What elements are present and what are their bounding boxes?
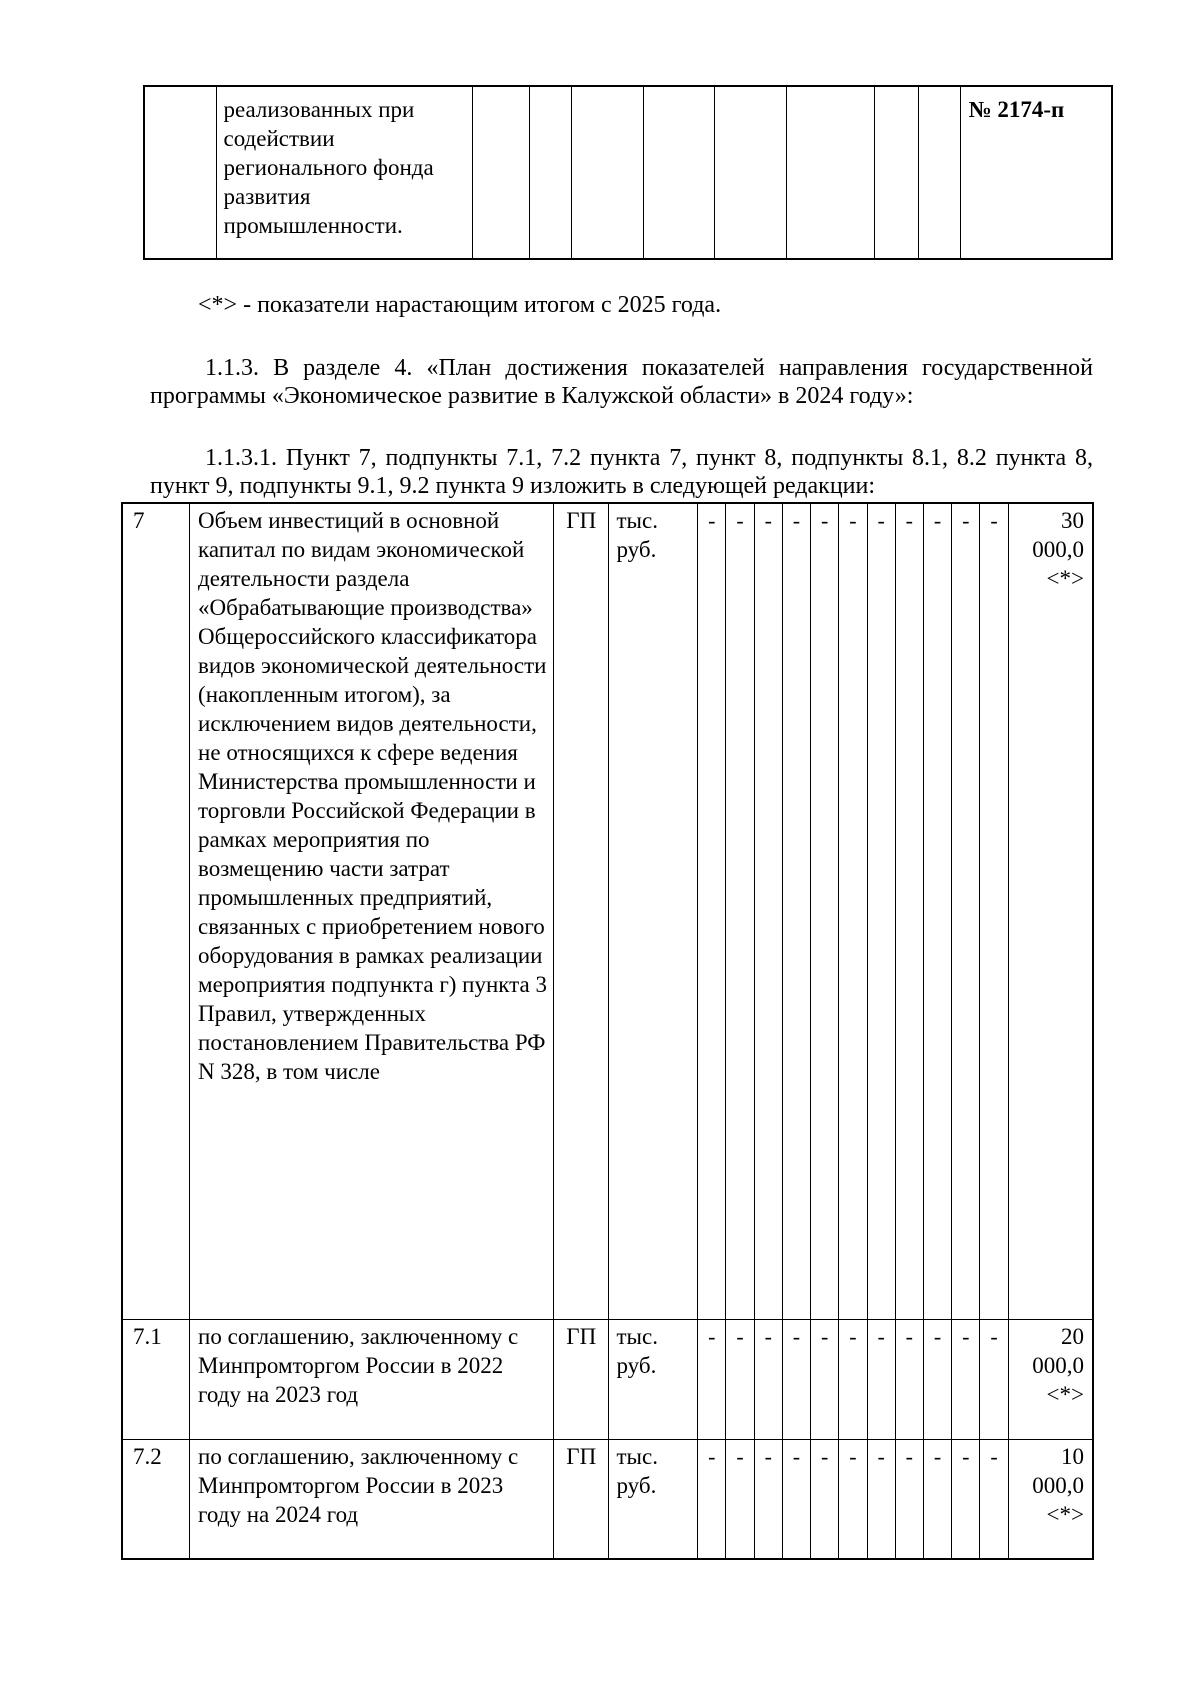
- cell-dash: -: [895, 1319, 923, 1439]
- cell-empty: [571, 86, 643, 259]
- value-part: 000,0: [1032, 537, 1084, 562]
- cell-dash: -: [698, 503, 726, 1319]
- value-part: 10: [1061, 1443, 1084, 1469]
- value-note: <*>: [1046, 566, 1084, 591]
- row-number: 7.2: [122, 1439, 190, 1559]
- continuation-table: [143, 85, 1113, 260]
- cell-empty: [643, 86, 714, 259]
- cell-empty: [786, 86, 874, 259]
- row-name: по соглашению, заключенному с Минпромторгом России в 2022 году на 2023 год: [190, 1319, 554, 1439]
- cell-dash: -: [811, 503, 839, 1319]
- table-row: [122, 1319, 1093, 1439]
- value-note: <*>: [1046, 1381, 1084, 1407]
- cell-empty: [918, 86, 960, 259]
- value-part: 20: [1061, 1323, 1084, 1349]
- cell-dash: -: [980, 1439, 1008, 1559]
- paragraph-amendment: 1.1.3.1. Пункт 7, подпункты 7.1, 7.2 пункта 7, пункт 8, подпункты 8.1, 8.2 пункта 8, пункт 9, подпункты 9.1, 9.2 пункта 9 изложить в следующей редакции:: [150, 445, 1093, 499]
- reference-cell: № 2174-п: [960, 86, 1112, 259]
- value-part: 30: [1061, 508, 1084, 533]
- cell-dash: -: [923, 1439, 951, 1559]
- desc-line: содействии: [223, 126, 335, 151]
- indicators-table: [121, 502, 1094, 1560]
- desc-line: промышленности.: [223, 213, 403, 238]
- row-target-value: [1008, 1319, 1093, 1439]
- row-name: Объем инвестиций в основной капитал по видам экономической деятельности раздела «Обрабатывающие производства» Общероссийского классификатора видов экономической деятельности (накопленным итогом), за исключением видов деятельности, не относящихся к сфере ведения Министерства промышленности и торговли Российской Федерации в рамках мероприятия по возмещению части затрат промышленных предприятий, связанных с приобретением нового оборудования в рамках реализации мероприятия подпункта г) пункта 3 Правил, утвержденных постановлением Правительства РФ N 328, в том числе: [190, 503, 554, 1319]
- cell-dash: -: [867, 1319, 895, 1439]
- cell-dash: -: [952, 1319, 980, 1439]
- cell-dash: -: [811, 1319, 839, 1439]
- row-number: 7: [122, 503, 190, 1319]
- cell-dash: -: [839, 1439, 867, 1559]
- cell-empty: [472, 86, 529, 259]
- cell-dash: -: [726, 1319, 754, 1439]
- desc-line: реализованных при: [223, 97, 415, 122]
- cell-dash: -: [923, 1319, 951, 1439]
- cell-dash: -: [839, 503, 867, 1319]
- row-responsible: ГП: [554, 503, 609, 1319]
- cell-dash: -: [754, 503, 782, 1319]
- cell-empty: [714, 86, 786, 259]
- row-unit: тыс. руб.: [609, 1439, 698, 1559]
- cell-dash: -: [867, 503, 895, 1319]
- cell-dash: -: [698, 1319, 726, 1439]
- value-note: <*>: [1046, 1501, 1084, 1527]
- cell-dash: -: [923, 503, 951, 1319]
- row-unit: тыс. руб.: [609, 1319, 698, 1439]
- cell-dash: -: [754, 1439, 782, 1559]
- cell-dash: -: [811, 1439, 839, 1559]
- cell-dash: -: [895, 1439, 923, 1559]
- cell-dash: -: [895, 503, 923, 1319]
- cell-empty: [874, 86, 918, 259]
- footnote: <*> - показатели нарастающим итогом с 2025 года.: [198, 292, 722, 318]
- row-target-value: [1008, 1439, 1093, 1559]
- cell-dash: -: [698, 1439, 726, 1559]
- cell-dash: -: [782, 503, 810, 1319]
- cell-empty: [144, 86, 216, 259]
- cell-dash: -: [726, 503, 754, 1319]
- desc-line: регионального фонда: [223, 155, 434, 180]
- cell-dash: -: [839, 1319, 867, 1439]
- row-number: 7.1: [122, 1319, 190, 1439]
- row-responsible: ГП: [554, 1319, 609, 1439]
- indicator-description-cell: [216, 86, 472, 259]
- cell-dash: -: [980, 1319, 1008, 1439]
- cell-empty: [529, 86, 571, 259]
- cell-dash: -: [782, 1319, 810, 1439]
- cell-dash: -: [952, 1439, 980, 1559]
- cell-dash: -: [867, 1439, 895, 1559]
- table-row: [122, 1439, 1093, 1559]
- row-unit: тыс. руб.: [609, 503, 698, 1319]
- row-name: по соглашению, заключенному с Минпромторгом России в 2023 году на 2024 год: [190, 1439, 554, 1559]
- value-part: 000,0: [1032, 1352, 1084, 1378]
- cell-dash: -: [952, 503, 980, 1319]
- cell-dash: -: [754, 1319, 782, 1439]
- value-part: 000,0: [1032, 1472, 1084, 1498]
- cell-dash: -: [980, 503, 1008, 1319]
- cell-dash: -: [782, 1439, 810, 1559]
- paragraph-section-4: 1.1.3. В разделе 4. «План достижения показателей направления государственной программы «Экономическое развитие в Калужской области» в 2024 году»:: [150, 355, 1093, 409]
- row-target-value: [1008, 503, 1093, 1319]
- row-responsible: ГП: [554, 1439, 609, 1559]
- desc-line: развития: [223, 184, 311, 209]
- table-row: [122, 503, 1093, 1319]
- cell-dash: -: [726, 1439, 754, 1559]
